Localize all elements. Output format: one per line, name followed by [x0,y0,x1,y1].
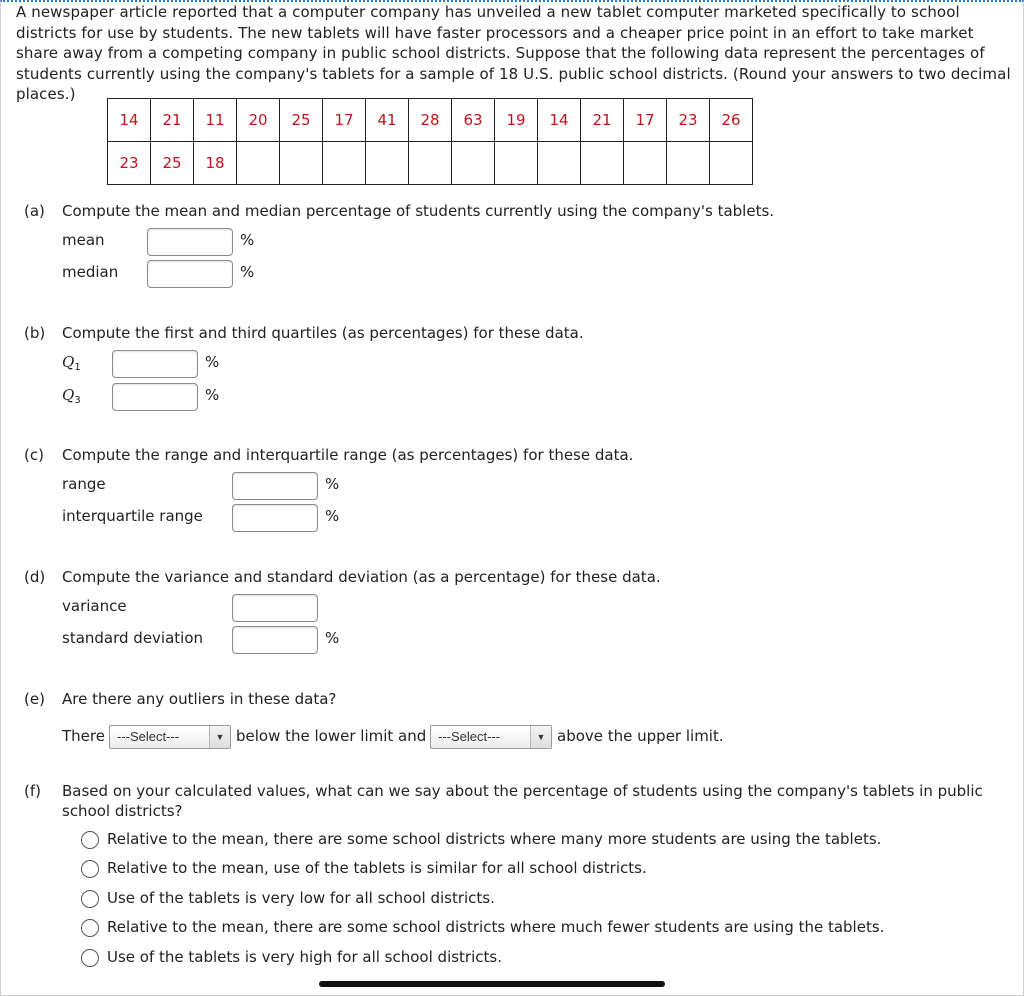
option-label: Relative to the mean, there are some school districts where much fewer students are using the tablets. [107,918,885,936]
part-f-text-1: Based on your calculated values, what can we say about the percentage of students using the company's tablets in public [62,782,983,800]
data-cell: 17 [624,99,667,142]
part-f-text-2: school districts? [62,802,183,820]
option-label: Use of the tablets is very low for all school districts. [107,889,495,907]
range-input[interactable] [232,472,318,500]
radio-icon[interactable] [81,890,99,908]
data-cell: 17 [323,99,366,142]
data-row-2 [108,142,753,185]
data-cell: 20 [237,99,280,142]
data-cell-empty [366,142,409,185]
data-cell: 63 [452,99,495,142]
data-cell-empty [409,142,452,185]
part-f-question [24,782,983,800]
intro-text: A newspaper article reported that a computer company has unveiled a new tablet computer marketed specifically to school districts for use by students. The new tablets will have faster processors and a cheaper price point in an effort to take market share away from a competing company in public school districts. Suppose that the following data represent the percentages of students currently using the company's tablets for a sample of 18 U.S. public school districts. (Round your answers to two decimal places.) [16,3,1011,103]
data-table [107,98,753,185]
part-f-label: (f) [24,782,41,800]
data-cell: 14 [108,99,151,142]
data-cell: 25 [280,99,323,142]
option-label: Relative to the mean, there are some school districts where many more students are using the tablets. [107,830,882,848]
q3-unit: % [205,386,220,404]
data-cell-empty [452,142,495,185]
data-cell: 14 [538,99,581,142]
part-a-label: (a) [24,202,45,220]
part-b-question [24,324,584,342]
range-unit: % [325,475,340,493]
q1-input[interactable] [112,350,198,378]
data-cell-empty [581,142,624,185]
data-cell: 19 [495,99,538,142]
iqr-unit: % [325,507,340,525]
part-a-question [24,202,774,220]
data-cell-empty [237,142,280,185]
mean-label: mean [62,231,105,249]
part-d-text: Compute the variance and standard deviation (as a percentage) for these data. [62,568,661,586]
data-cell: 21 [581,99,624,142]
median-label: median [62,263,119,281]
part-c-question [24,446,633,464]
data-cell-empty [495,142,538,185]
upper-select-value: ---Select--- [438,729,501,744]
data-cell-empty [323,142,366,185]
below-text: below the lower limit and [236,727,427,745]
radio-icon[interactable] [81,919,99,937]
radio-icon[interactable] [81,831,99,849]
data-cell: 23 [667,99,710,142]
horizontal-scrollbar[interactable] [319,981,665,987]
mean-unit: % [240,231,255,249]
q1-label: $Q_1$ [62,353,81,373]
part-c-text: Compute the range and interquartile range (as percentages) for these data. [62,446,634,464]
part-b-text: Compute the first and third quartiles (as percentages) for these data. [62,324,584,342]
chevron-down-icon: ▼ [530,726,551,748]
data-cell: 11 [194,99,237,142]
part-d-label: (d) [24,568,46,586]
part-b-label: (b) [24,324,46,342]
median-input[interactable] [147,260,233,288]
data-cell-empty [667,142,710,185]
option-label: Use of the tablets is very high for all school districts. [107,948,502,966]
range-label: range [62,475,106,493]
part-e-text: Are there any outliers in these data? [62,690,337,708]
mean-input[interactable] [147,228,233,256]
data-cell: 18 [194,142,237,185]
upper-outlier-select[interactable] [430,725,552,749]
sd-input[interactable] [232,626,318,654]
data-cell-empty [624,142,667,185]
there-text: There [62,727,105,745]
part-a-text: Compute the mean and median percentage of students currently using the company's tablets. [62,202,775,220]
data-row-1 [108,99,753,142]
data-cell-empty [710,142,753,185]
lower-outlier-select[interactable] [109,725,231,749]
data-cell-empty [538,142,581,185]
data-cell: 28 [409,99,452,142]
data-cell: 25 [151,142,194,185]
part-e-question [24,690,336,708]
radio-icon[interactable] [81,860,99,878]
sd-label: standard deviation [62,629,204,647]
data-cell: 23 [108,142,151,185]
part-d-question [24,568,661,586]
radio-icon[interactable] [81,949,99,967]
q3-input[interactable] [112,383,198,411]
part-c-label: (c) [24,446,44,464]
iqr-input[interactable] [232,504,318,532]
q3-label: $Q_3$ [62,386,81,406]
part-e-label: (e) [24,690,45,708]
data-cell: 26 [710,99,753,142]
q1-unit: % [205,353,220,371]
sd-unit: % [325,629,340,647]
lower-select-value: ---Select--- [117,729,180,744]
iqr-label: interquartile range [62,507,203,525]
above-text: above the upper limit. [557,727,724,745]
data-cell-empty [280,142,323,185]
median-unit: % [240,263,255,281]
variance-input[interactable] [232,594,318,622]
chevron-down-icon: ▼ [209,726,230,748]
data-cell: 41 [366,99,409,142]
data-cell: 21 [151,99,194,142]
option-label: Relative to the mean, use of the tablets is similar for all school districts. [107,859,647,877]
variance-label: variance [62,597,127,615]
